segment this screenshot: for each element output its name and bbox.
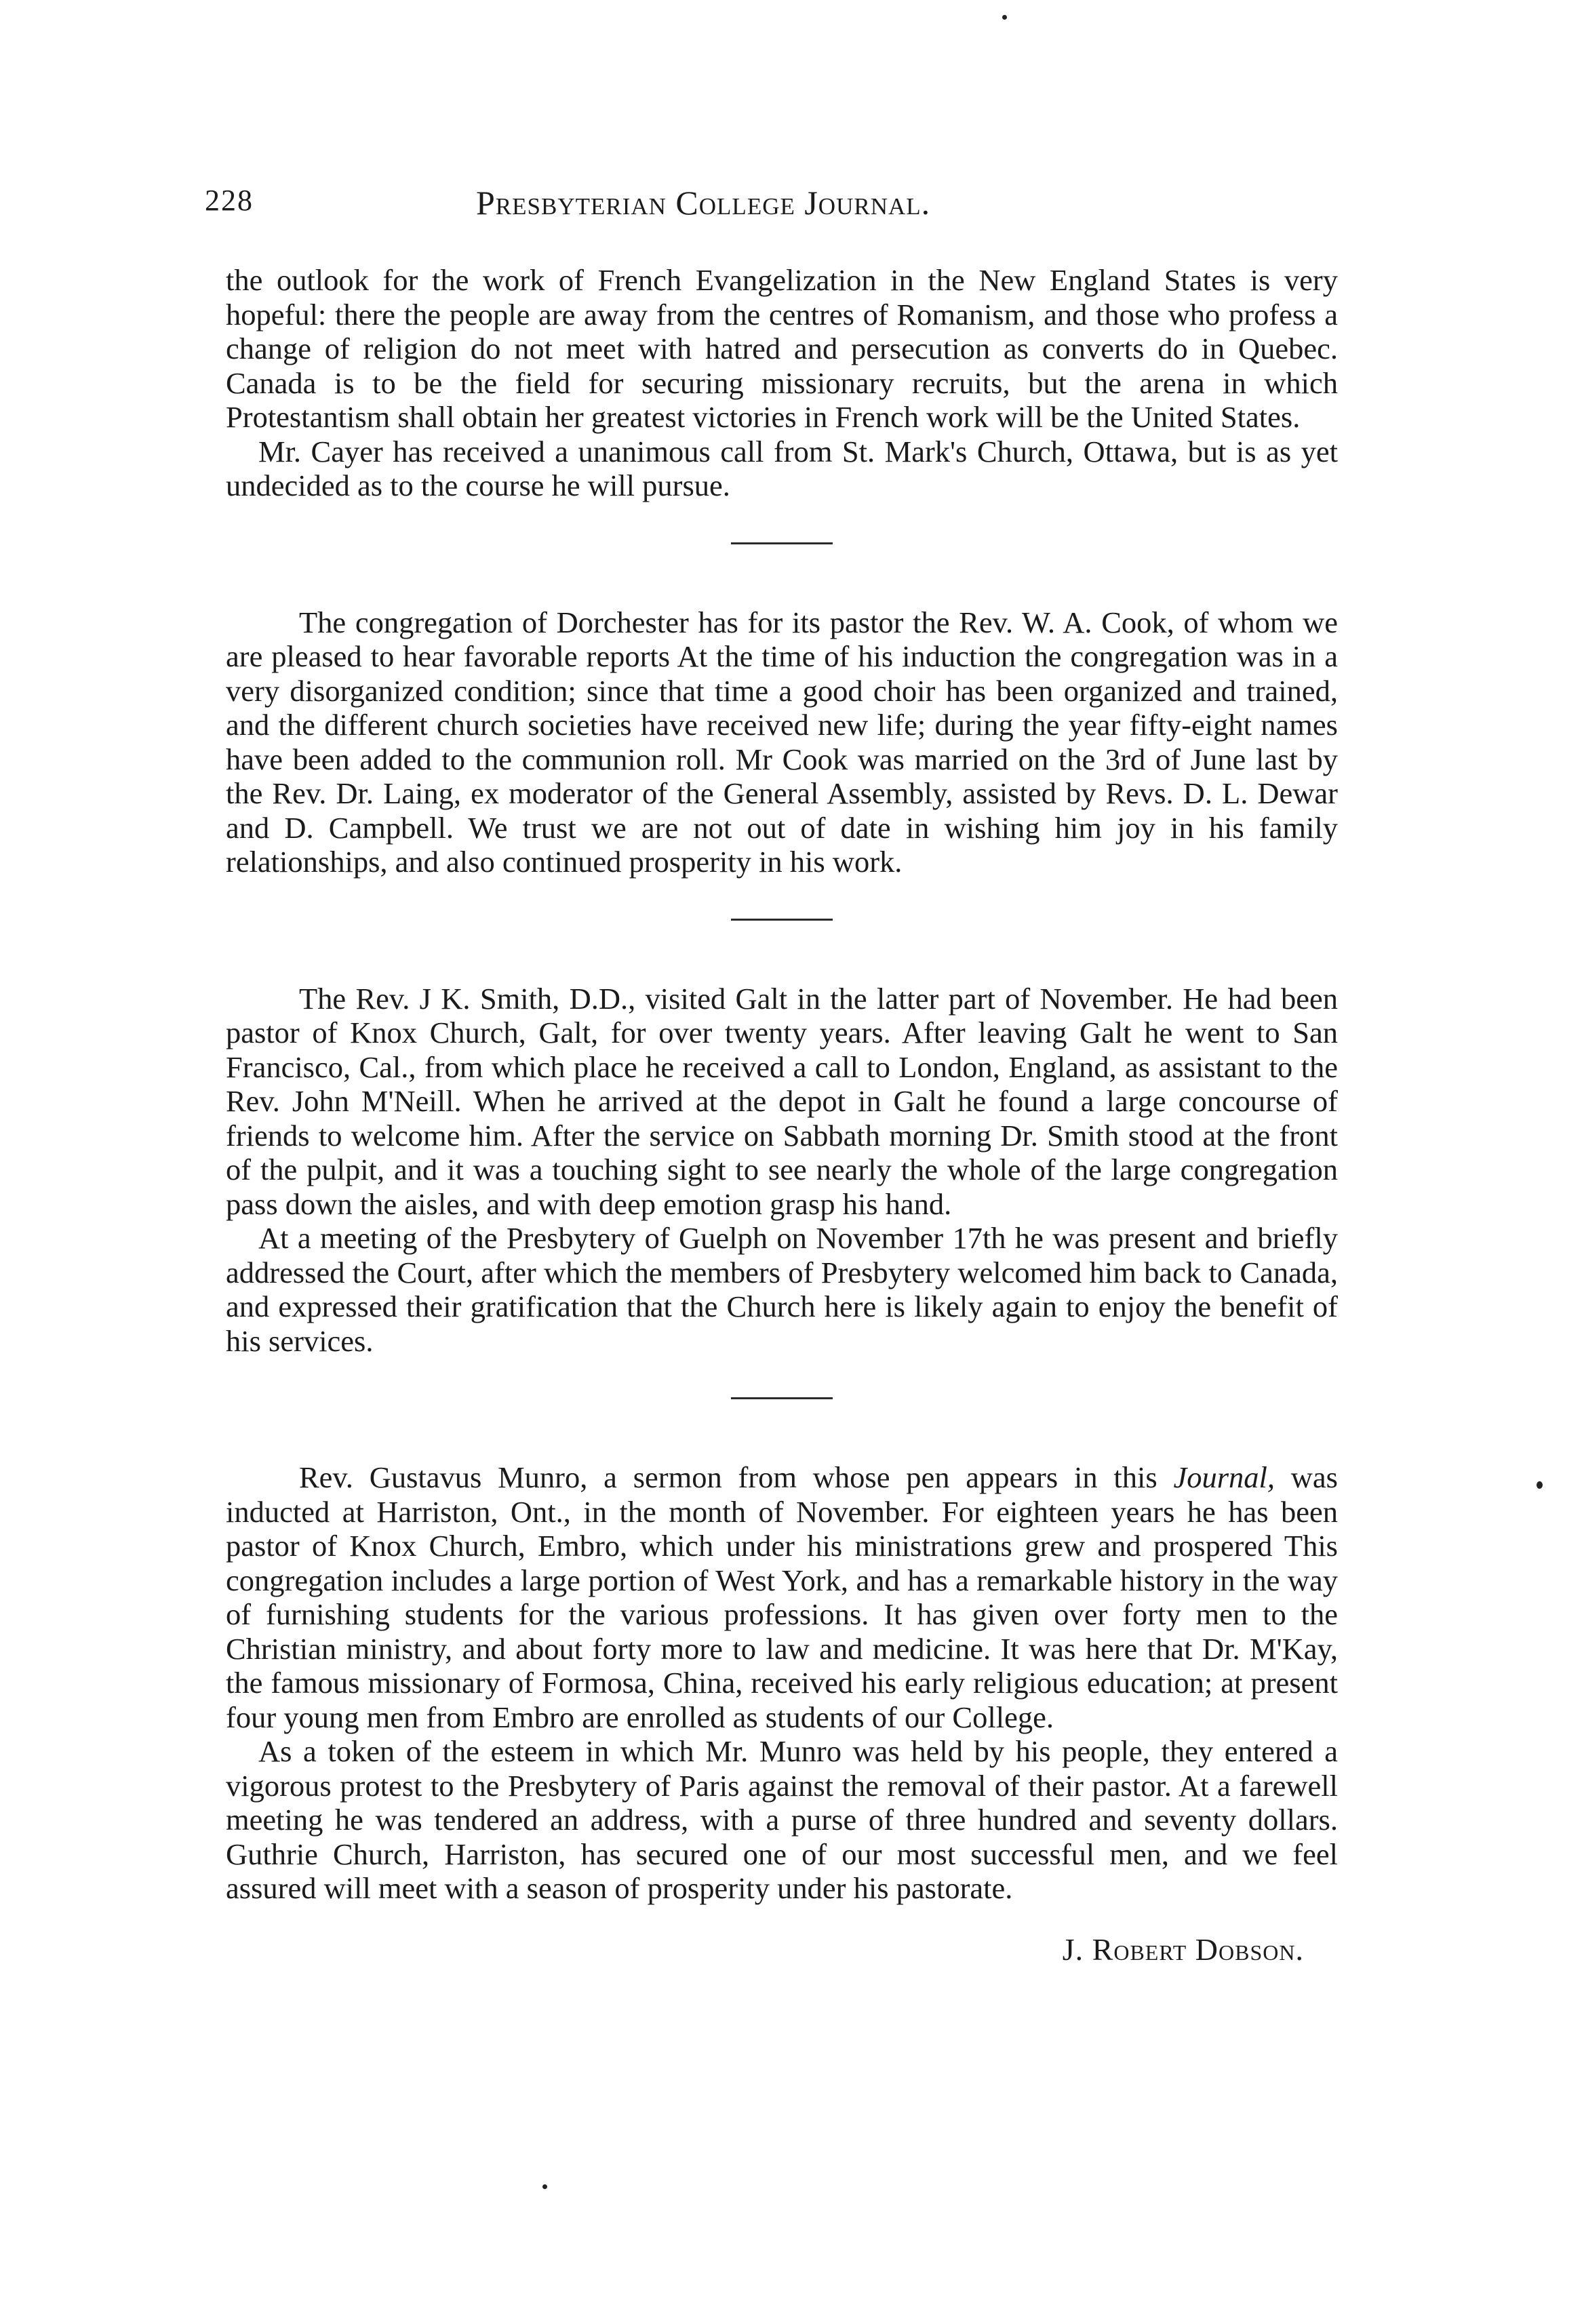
paragraph: The Rev. J K. Smith, D.D., visited Galt in the latter part of November. He had been pastor of Knox Church, Galt, for over twenty years. After leaving Galt he went to San Francisco, Cal., from which place he received a call to London, England, as assistant to the Rev. John M'Neill. When he arrived at the depot in Galt he found a large concourse of friends to welcome him. After the service on Sabbath morning Dr. Smith stood at the front of the pulpit, and it was a touching sight to see nearly the whole of the large congregation pass down the aisles, and with deep emotion grasp his hand. [226, 981, 1338, 1221]
section-french-evangelization [226, 263, 1338, 503]
article-body [226, 263, 1338, 1967]
paragraph-rest: was inducted at Harriston, Ont., in the month of November. For eighteen years he has been pastor of Knox Church, Embro, which under his ministrations grew and prospered This congregation includes a large portion of West York, and has a remarkable history in the way of furnishing students for the various professions. It has given over forty men to the Christian ministry, and about forty more to law and medicine. It was here that Dr. M'Kay, the famous missionary of Formosa, China, received his early religious education; at present four young men from Embro are enrolled as students of our College. [226, 1460, 1339, 1734]
paragraph: At a meeting of the Presbytery of Guelph on November 17th he was present and briefly addressed the Court, after which the members of Presbytery welcomed him back to Canada, and expressed their gratification that the Church here is likely again to enjoy the benefit of his services. [226, 1221, 1338, 1358]
section-separator [731, 1397, 833, 1399]
paragraph: Mr. Cayer has received a unanimous call from St. Mark's Church, Ottawa, but is as yet undecided as to the course he will pursue. [226, 434, 1338, 502]
journal-italic: Journal, [1173, 1460, 1275, 1494]
section-munro [226, 1460, 1338, 1906]
section-dorchester [226, 605, 1338, 879]
speck-top [1002, 15, 1007, 20]
paragraph-lead: Rev. Gustavus Munro, a sermon from whose pen appears in this [299, 1460, 1174, 1494]
section-smith [226, 982, 1338, 1359]
journal-title: Presbyterian College Journal. [476, 184, 931, 222]
paragraph: As a token of the esteem in which Mr. Munro was held by his people, they entered a vigorous protest to the Presbytery of Paris against the removal of their pastor. At a farewell meeting he was tendered an address, with a purse of three hundred and seventy dollars. Guthrie Church, Harriston, has secured one of our most successful men, and we feel assured will meet with a season of prosperity under his pastorate. [226, 1734, 1338, 1905]
section-separator [731, 542, 833, 544]
speck-bottom [542, 2184, 547, 2189]
page-number: 228 [205, 184, 254, 217]
paragraph [226, 1460, 1338, 1734]
section-separator [731, 919, 833, 921]
paragraph: the outlook for the work of French Evangelization in the New England States is very hopeful: there the people are away from the centres of Romanism, and those who profess a change of religion do not meet with hatred and persecution as converts do in Quebec. Canada is to be the field for securing missionary recruits, but the arena in which Protestantism shall obtain her greatest victories in French work will be the United States. [226, 263, 1338, 434]
author-signature: J. Robert Dobson. [1062, 1931, 1304, 1967]
page-header [205, 183, 1371, 237]
paragraph: The congregation of Dorchester has for its pastor the Rev. W. A. Cook, of whom we are pleased to hear favorable reports At the time of his induction the congregation was in a very disorganized condition; since that time a good choir has been organized and trained, and the different church societies have received new life; during the year fifty-eight names have been added to the communion roll. Mr Cook was married on the 3rd of June last by the Rev. Dr. Laing, ex moderator of the General Assembly, assisted by Revs. D. L. Dewar and D. Campbell. We trust we are not out of date in wishing him joy in his family relationships, and also continued prosperity in his work. [226, 605, 1338, 879]
speck-right [1537, 1481, 1543, 1489]
